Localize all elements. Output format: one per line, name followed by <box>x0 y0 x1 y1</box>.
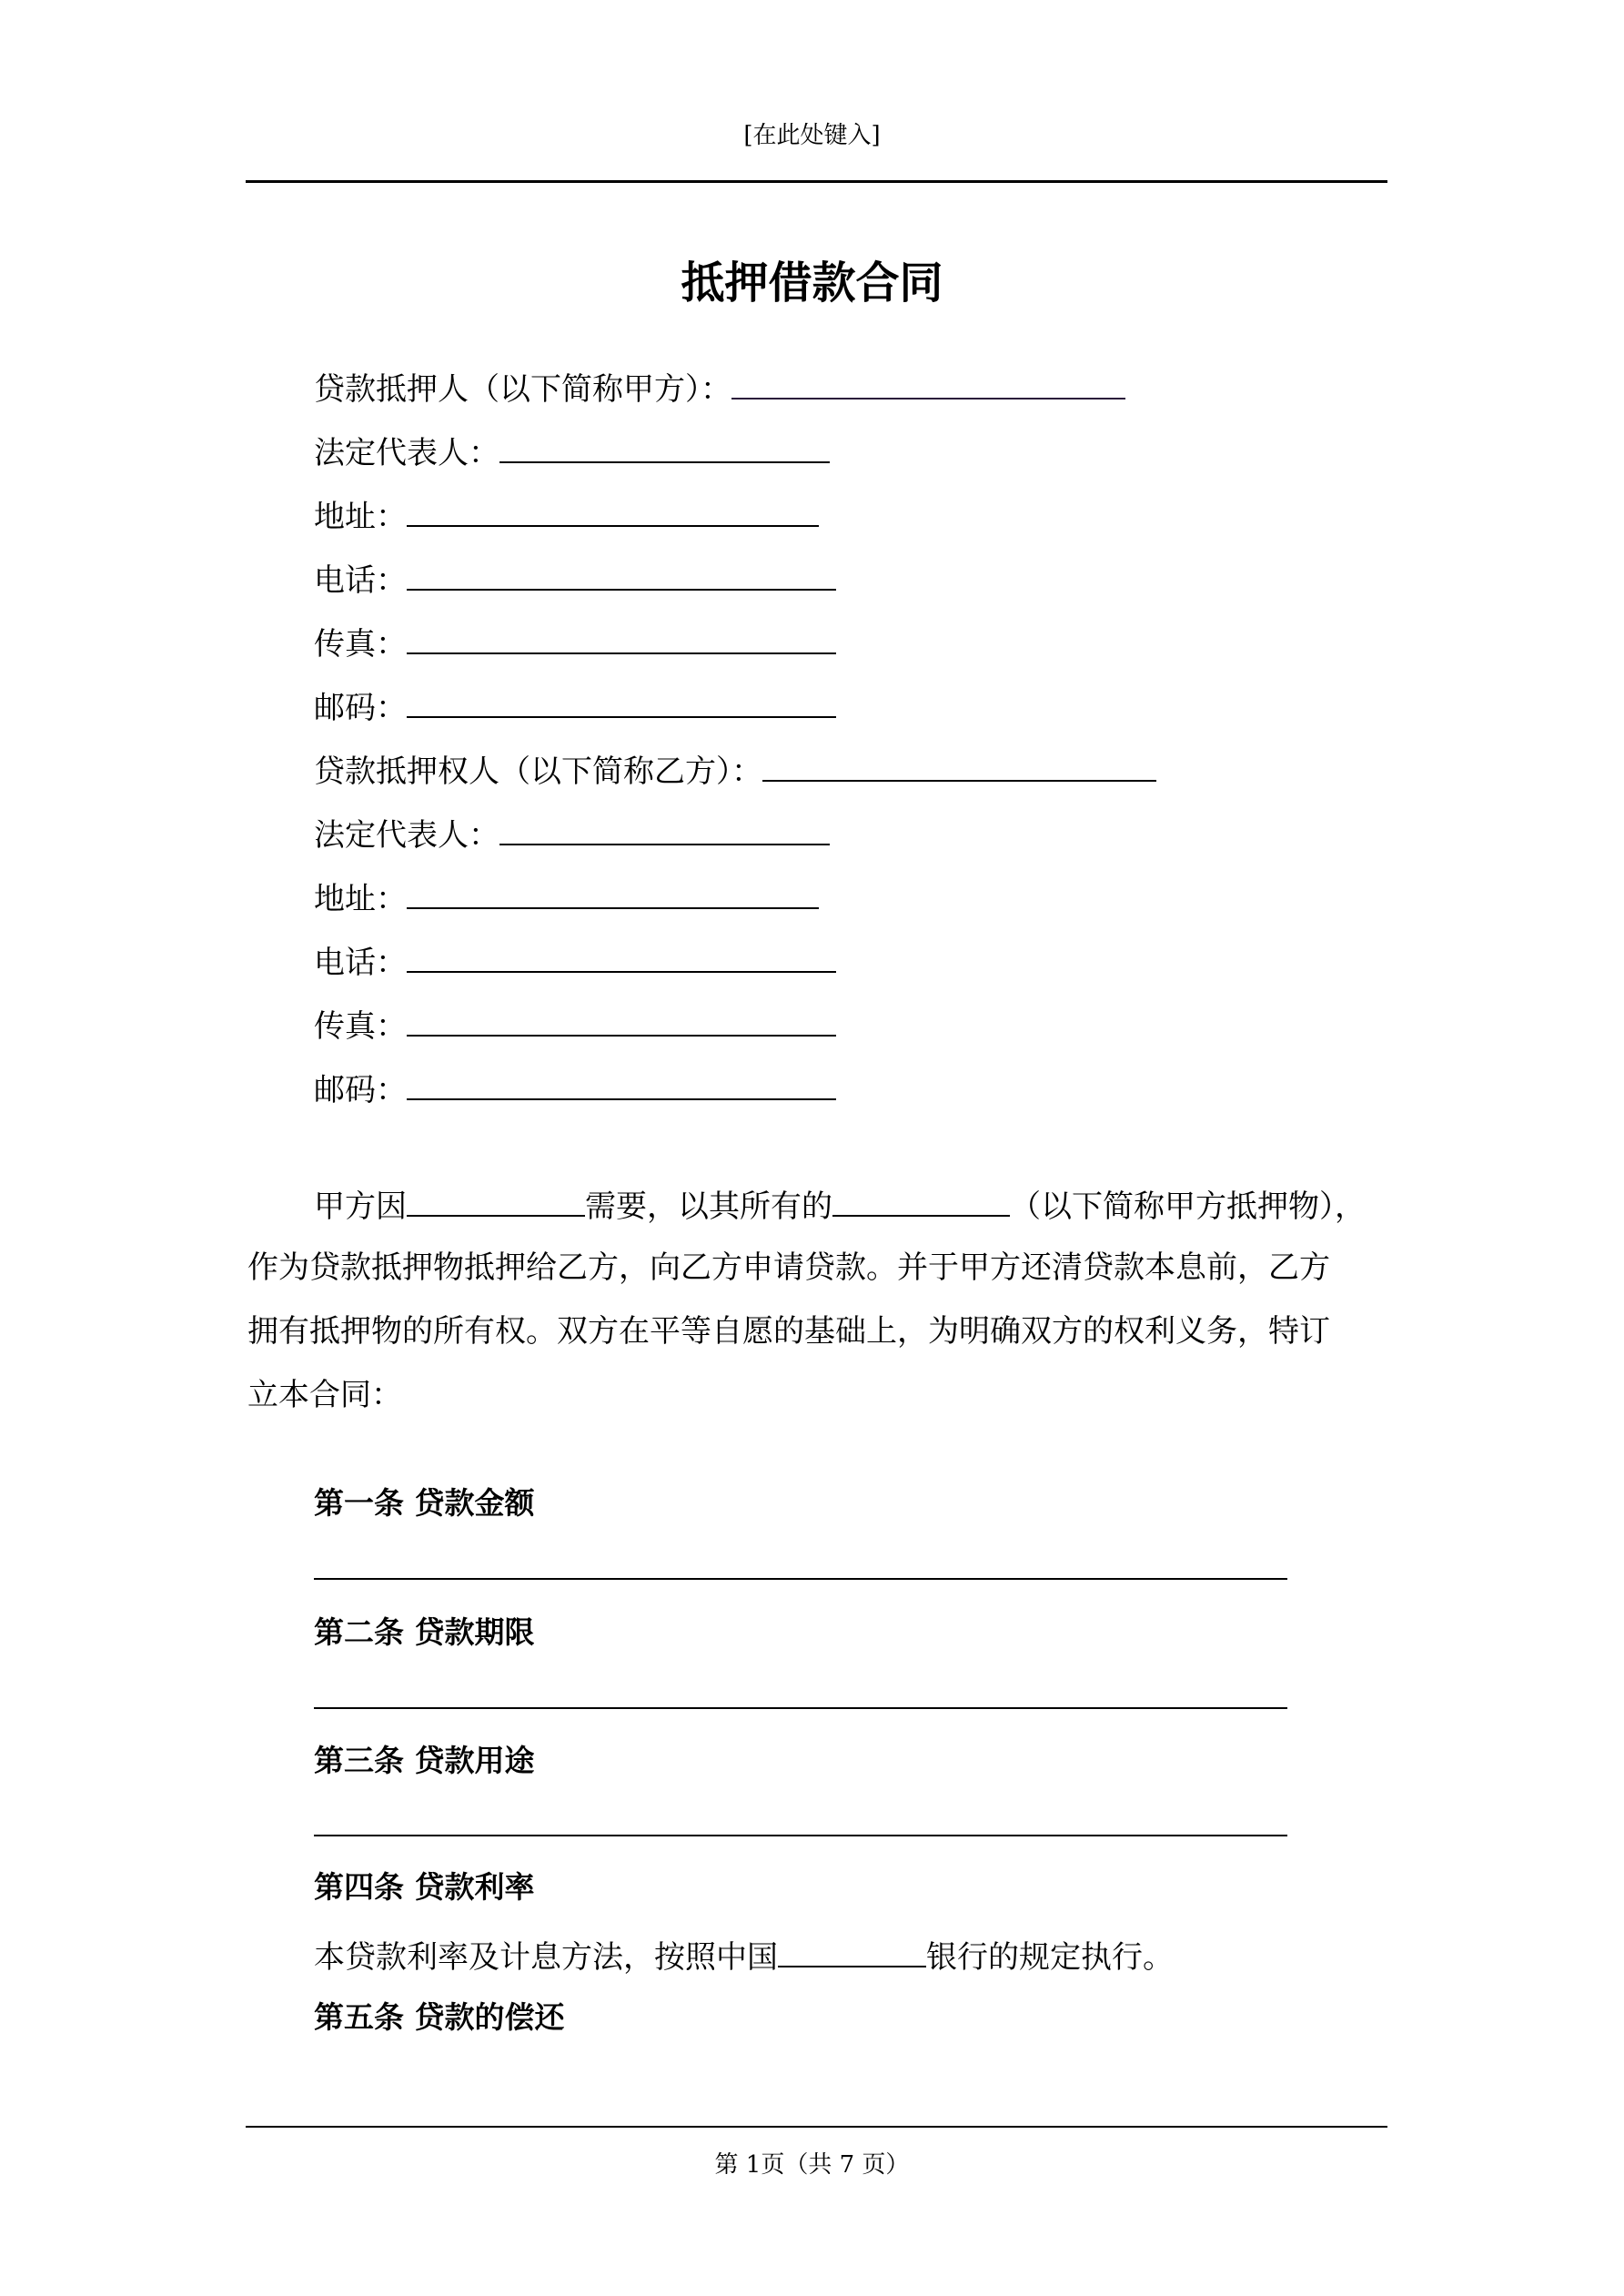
document-page: [在此处键入] 抵押借款合同 贷款抵押人（以下简称甲方）： 法定代表人： 地址： 电话： 传真： 邮码： 贷款抵押权人（以下简称乙方）： 法定代表人： 地址： 电话： 传真： 邮码： 甲方因 需要，以其所有的 （以下简称甲方抵押物）， 作为贷款抵押物抵押给乙方，向乙方申请贷款。并于甲方还清贷款本息前，乙方 拥有抵押物的所有权。双方在平等自愿的基础上，为明确双方的权利义务，特订 立本合同： 第一条 贷款金额 第二条 贷款期限 第三条 贷款用途 第四条 贷款利率 本贷款利率及计息方法，按照中国 银行的规定执行。 第五条 贷款的偿还 第 1页（共 7 页） <box>0 0 1624 2296</box>
article-3-blank[interactable] <box>314 1835 1287 1836</box>
party-a-phone-blank[interactable] <box>407 558 836 591</box>
article-1-blank[interactable] <box>314 1578 1287 1580</box>
footer-rule <box>246 2126 1387 2128</box>
party-b-row: 贷款抵押权人（以下简称乙方）： <box>314 749 1156 789</box>
page-header[interactable]: [在此处键入] <box>743 122 881 149</box>
intro-line-2: 作为贷款抵押物抵押给乙方，向乙方申请贷款。并于甲方还清贷款本息前，乙方 <box>247 1249 1330 1286</box>
party-b-postcode-blank[interactable] <box>407 1067 836 1100</box>
article-3-heading: 第三条 贷款用途 <box>314 1743 535 1778</box>
header-rule <box>246 180 1387 183</box>
party-a-postcode-blank[interactable] <box>407 685 836 718</box>
article-2-heading: 第二条 贷款期限 <box>314 1614 535 1650</box>
article-1-heading: 第一条 贷款金额 <box>314 1485 535 1521</box>
purpose-blank[interactable] <box>407 1184 585 1217</box>
party-a-address-blank[interactable] <box>407 494 819 527</box>
intro-line-4: 立本合同： <box>247 1377 402 1413</box>
article-5-heading: 第五条 贷款的偿还 <box>314 1999 565 2035</box>
party-a-row: 贷款抵押人（以下简称甲方）： <box>314 367 1125 407</box>
party-b-address-blank[interactable] <box>407 876 819 909</box>
party-a-rep-blank[interactable] <box>499 430 830 463</box>
article-4-text: 本贷款利率及计息方法，按照中国 银行的规定执行。 <box>314 1935 1174 1975</box>
party-b-fax-blank[interactable] <box>407 1004 836 1037</box>
intro-line-3: 拥有抵押物的所有权。双方在平等自愿的基础上，为明确双方的权利义务，特订 <box>247 1313 1330 1350</box>
party-a-blank[interactable] <box>731 367 1125 400</box>
party-a-fax-blank[interactable] <box>407 622 836 654</box>
party-b-rep-blank[interactable] <box>499 813 830 845</box>
bank-name-blank[interactable] <box>778 1935 926 1967</box>
article-2-blank[interactable] <box>314 1707 1287 1709</box>
party-b-phone-blank[interactable] <box>407 940 836 973</box>
document-title: 抵押借款合同 <box>681 258 943 308</box>
intro-line-1: 甲方因 需要，以其所有的 （以下简称甲方抵押物）， <box>314 1184 1366 1224</box>
party-b-blank[interactable] <box>762 749 1156 782</box>
article-4-heading: 第四条 贷款利率 <box>314 1869 535 1905</box>
page-footer: 第 1页（共 7 页） <box>714 2151 910 2179</box>
collateral-blank[interactable] <box>832 1184 1010 1217</box>
